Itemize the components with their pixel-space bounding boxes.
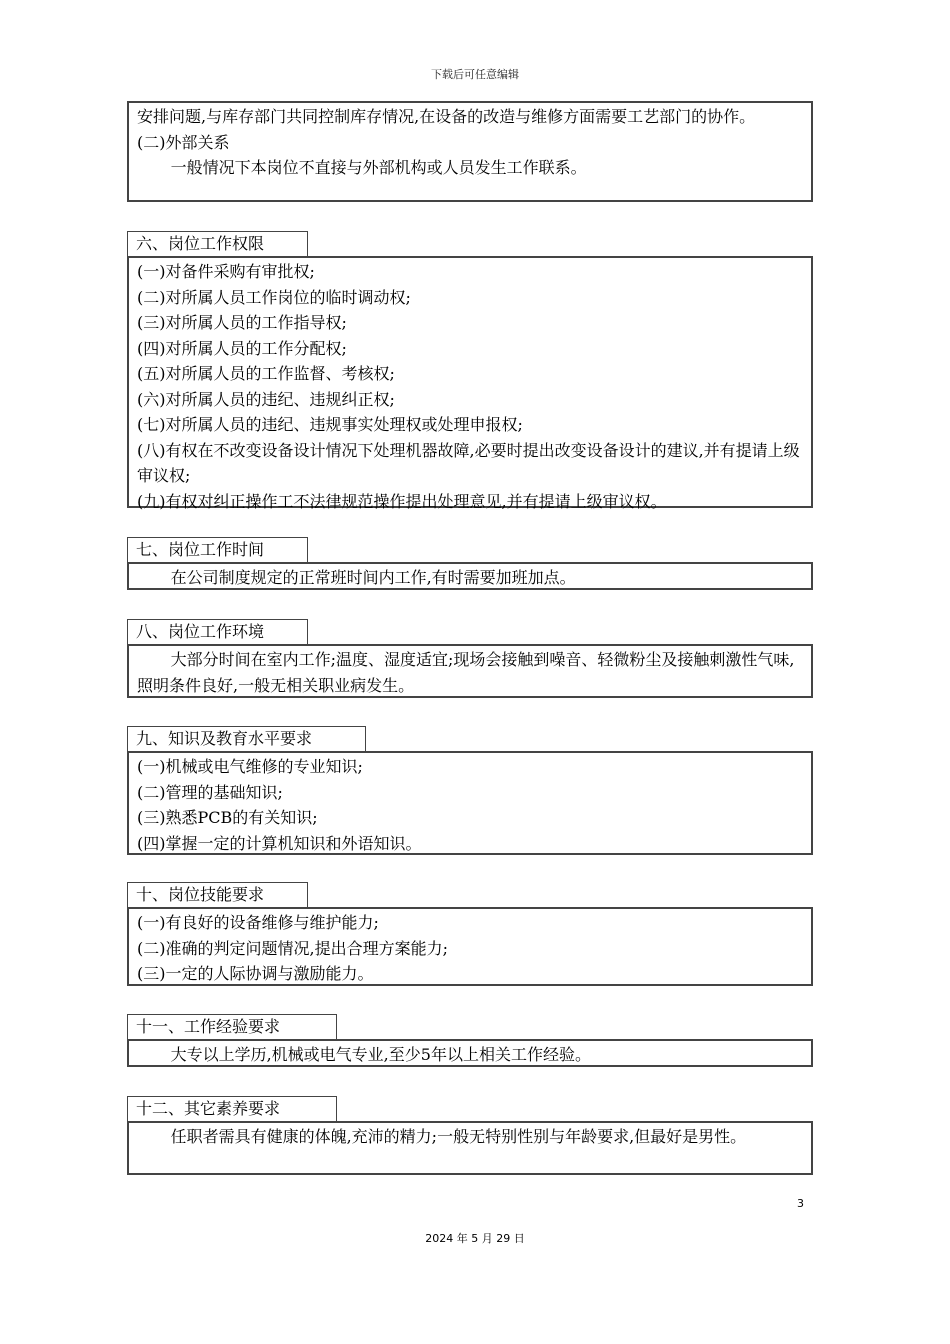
s7-body: 在公司制度规定的正常班时间内工作,有时需要加班加点。 [170,568,576,587]
s10-item: (三)一定的人际协调与激励能力。 [137,964,374,983]
intro-line-2: (二)外部关系 [137,132,230,152]
section-12-title: 十二、其它素养要求 [127,1096,337,1122]
section-10-title: 十、岗位技能要求 [127,882,308,908]
page-footer-date: 2024 年 5 月 29 日 [425,1232,525,1245]
s6-item: (九)有权对纠正操作工不法律规范操作提出处理意见,并有提请上级审议权。 [137,491,667,511]
section-6-title: 六、岗位工作权限 [127,231,308,257]
page-header: 下载后可任意编辑 [431,68,519,81]
intro-line-3: 一般情况下本岗位不直接与外部机构或人员发生工作联系。 [170,158,587,177]
s6-item: (五)对所属人员的工作监督、考核权; [137,364,395,383]
section-9-title: 九、知识及教育水平要求 [127,726,366,752]
intro-line-1: 安排问题,与库存部门共同控制库存情况,在设备的改造与维修方面需要工艺部门的协作。 [137,107,756,126]
s6-item: (三)对所属人员的工作指导权; [137,313,347,332]
section-12-box [127,1121,813,1175]
intro-box [127,101,813,202]
s6-item: (六)对所属人员的违纪、违规纠正权; [137,389,395,409]
s9-item: (一)机械或电气维修的专业知识; [137,757,363,776]
page-number: 3 [797,1197,804,1210]
s11-body: 大专以上学历,机械或电气专业,至少5年以上相关工作经验。 [170,1045,591,1064]
s6-item: (一)对备件采购有审批权; [137,262,315,281]
section-8-title: 八、岗位工作环境 [127,619,308,645]
section-11-title: 十一、工作经验要求 [127,1014,337,1040]
section-7-box [127,562,813,590]
s9-item: (二)管理的基础知识; [137,782,283,802]
section-6-box [127,256,813,511]
s12-body: 任职者需具有健康的体魄,充沛的精力;一般无特别性别与年龄要求,但最好是男性。 [170,1127,747,1146]
s6-item: (七)对所属人员的违纪、违规事实处理权或处理申报权; [137,415,523,434]
section-11-box [127,1039,813,1067]
s10-item: (二)准确的判定问题情况,提出合理方案能力; [137,938,448,958]
s8-body: 大部分时间在室内工作;温度、湿度适宜;现场会接触到噪音、轻微粉尘及接触刺激性气味,照明条件良好,一般无相关职业病发生。 [137,650,795,695]
s6-item: (二)对所属人员工作岗位的临时调动权; [137,287,411,307]
s6-item: (八)有权在不改变设备设计情况下处理机器故障,必要时提出改变设备设计的建议,并有提请上级审议权; [137,440,800,485]
section-8-box [127,644,813,698]
s10-item: (一)有良好的设备维修与维护能力; [137,913,379,932]
s9-item: (三)熟悉PCB的有关知识; [137,808,318,827]
section-7-title: 七、岗位工作时间 [127,537,308,563]
s9-item: (四)掌握一定的计算机知识和外语知识。 [137,833,422,853]
section-9-box [127,751,813,855]
s6-item: (四)对所属人员的工作分配权; [137,338,347,358]
section-10-box [127,907,813,986]
